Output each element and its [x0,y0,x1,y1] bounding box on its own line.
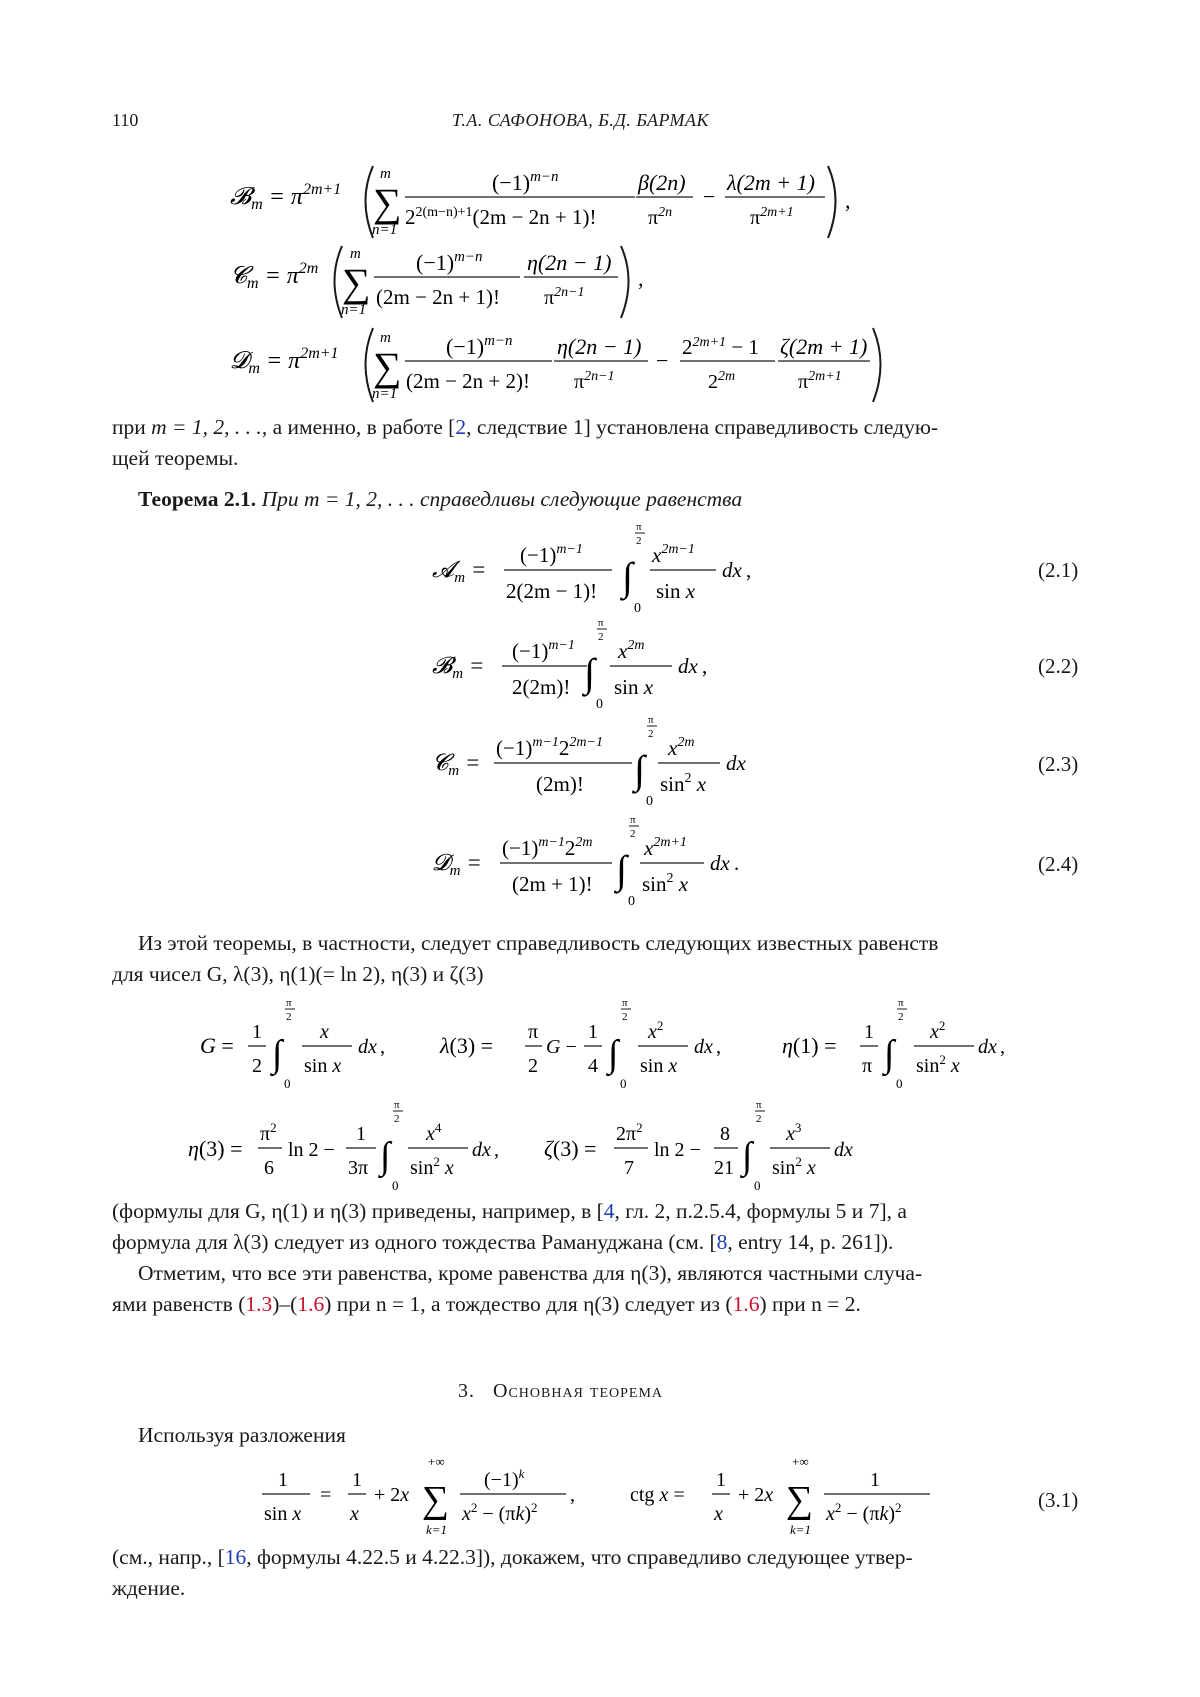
section-number: 3. [458,1380,475,1402]
equation-number-2-4: (2.4) [1038,852,1079,876]
citation-link[interactable]: 16 [224,1545,247,1569]
svg-text:8: 8 [720,1123,730,1145]
theorem-2-1 [138,484,1088,515]
formula-B-lhs: 𝓑$_m$ = $\pi^{2m+1}$ [230,181,342,213]
svg-text:∑: ∑ [373,344,402,389]
svg-text:3π: 3π [348,1157,369,1179]
svg-text:𝓐m =: 𝓐$_m$ = [432,557,487,586]
theorem-title: Теорема 2.1. [138,487,257,511]
formula-block-bcd [230,158,990,403]
svg-text:x2 − (πk)2: $x^2 - (\pi k)^2$ [462,1500,538,1525]
equation-number-2-1: (2.1) [1038,558,1079,582]
svg-text:x3: $x^3$ [786,1120,802,1145]
svg-text:2(2m − 1)!: 2(2m − 1)! [506,579,598,603]
para4-text-d: ) при n = 1, а тождество для η(3) следует из ( [324,1292,733,1316]
svg-text:0: 0 [628,894,635,909]
svg-text:dx: dx [834,1139,853,1161]
svg-text:7: 7 [624,1157,634,1179]
para1-text-a: при [112,415,152,439]
svg-text:∫: ∫ [272,1033,283,1075]
citation-link[interactable]: 4 [603,1199,615,1223]
svg-text:x2m−1: $x^{2m-1}$ [652,542,695,567]
svg-text:sin2 x: $\sin^2 x$ [410,1154,454,1179]
svg-text:ln 2 −: ln 2 − [654,1139,701,1161]
equation-3-1 [260,1456,960,1546]
svg-text:2: 2 [630,828,636,840]
equation-ref-link[interactable]: 1.6 [732,1292,760,1316]
equation-number-2-2: (2.2) [1038,654,1079,678]
svg-text:2: 2 [528,1055,538,1077]
svg-text:∑: ∑ [373,180,402,225]
svg-text:sin2 x: $\sin^2 x$ [772,1154,816,1179]
equation-ref-link[interactable]: 1.3 [245,1292,273,1316]
svg-text:+ 2x: + 2x [738,1484,774,1506]
svg-text:6: 6 [264,1157,274,1179]
svg-text:x2m: $x^{2m}$ [618,638,645,663]
svg-text:2: 2 [756,1113,762,1125]
svg-text:dx: dx [358,1036,377,1058]
svg-text:π: π [286,997,292,1009]
svg-text:∫: ∫ [380,1135,391,1177]
svg-text:x2m: $x^{2m}$ [668,735,695,760]
svg-text:,: , [570,1484,575,1506]
svg-text:,: , [380,1036,385,1058]
para1-text-d: щей теоремы. [112,446,239,470]
svg-text:2: 2 [648,728,654,740]
svg-text:(2m − 2n + 1)!: (2m − 2n + 1)! [376,285,501,309]
para6-text-c: ждение. [112,1576,186,1600]
svg-text:x: x [714,1503,723,1525]
svg-text:π: π [898,997,904,1009]
svg-text:(−1)m−122m: $(-1)^{m-1}2^{2m}$ [502,835,593,860]
svg-text:0: 0 [620,1076,627,1091]
svg-text:1: 1 [870,1469,880,1491]
svg-text:1: 1 [716,1469,726,1491]
svg-text:m: m [380,330,391,346]
svg-text:+∞: +∞ [792,1454,809,1469]
svg-text:∫: ∫ [884,1033,895,1075]
svg-text:,: , [716,1036,721,1058]
svg-text:𝓒m =: 𝓒$_m$ = [432,750,481,779]
svg-text:n=1: n=1 [372,222,398,238]
svg-text:π: π [622,997,628,1009]
svg-text:G −: G − [546,1036,577,1058]
svg-text:0: 0 [646,794,653,809]
para1-text-b: , а именно, в работе [ [261,415,456,439]
formula-lambda3 [439,997,721,1091]
svg-text:x2m+1: $x^{2m+1}$ [644,835,687,860]
svg-text:ln 2 −: ln 2 − [288,1139,335,1161]
svg-text:22(m−n)+1(2m − 2n + 1)!: $2^{2(m-n)+1}(2m - 2n + 1)$! [405,205,597,229]
para2-line2: для чисел G, λ(3), η(1)(= ln 2), η(3) и ζ(3) [112,962,484,986]
svg-text:∑: ∑ [786,1479,814,1521]
svg-text:𝓓m =: 𝓓$_m$ = [432,850,482,879]
svg-text:0: 0 [754,1178,761,1193]
svg-text:2: 2 [252,1055,262,1077]
para1-text-c: , следствие 1] установлена справедливость следую- [466,415,939,439]
para3-text-c: формула для λ(3) следует из одного тождества Рамануджана (см. [ [112,1230,717,1254]
svg-text:2: 2 [286,1011,292,1023]
svg-text:η(2n − 1): η(2n − 1) [557,334,642,359]
page-number: 110 [112,110,139,130]
svg-text:x2 − (πk)2: $x^2 - (\pi k)^2$ [826,1500,902,1525]
svg-text:η(1) =: η(1) = [782,1033,837,1058]
theorem-equations [432,520,792,940]
para6-text-b: , формулы 4.22.5 и 4.22.3]), докажем, что справедливо следующее утвер- [246,1545,913,1569]
svg-text:2: 2 [598,631,604,643]
svg-text:(2m + 1)!: (2m + 1)! [512,872,593,896]
svg-text:π: π [636,521,642,533]
section-heading [458,1380,663,1403]
para3-text-b: , гл. 2, п.2.5.4, формулы 5 и 7], а [614,1199,907,1223]
svg-text:∫: ∫ [742,1135,753,1177]
svg-text:k=1: k=1 [426,1522,448,1537]
svg-text:π: π [394,1099,400,1111]
svg-text:2: 2 [636,535,642,547]
svg-text:sin2 x: $\sin^2 x$ [642,871,689,896]
equation-number-2-3: (2.3) [1038,752,1079,776]
svg-text:,: , [638,266,644,291]
para4-text-c: )–( [272,1292,298,1316]
paragraph-4 [112,1258,1088,1320]
svg-text:m: m [350,246,361,262]
svg-text:∑: ∑ [342,260,371,305]
paragraph-6 [112,1542,1088,1604]
svg-text:π2m+1: $\pi^{2m+1}$ [750,205,794,229]
svg-text:λ(3) =: λ(3) = [440,1033,494,1058]
svg-text:0: 0 [634,601,641,616]
formula-C-lhs: 𝓒$_m$ = $\pi^{2m}$ [230,260,319,292]
para3-text-d: , entry 14, p. 261]). [727,1230,894,1254]
equation-number-3-1: (3.1) [1038,1488,1079,1512]
svg-text:G =: G = [200,1033,234,1058]
svg-text:+ 2x: + 2x [374,1484,410,1506]
svg-text:0: 0 [896,1076,903,1091]
svg-text:m: m [380,166,391,182]
svg-text:∫: ∫ [584,650,595,695]
svg-text:π: π [528,1021,539,1043]
citation-link[interactable]: 2 [455,415,467,439]
svg-text:sin x: sin x [264,1503,302,1525]
svg-text:dx: dx [678,654,698,678]
paragraph-2 [112,928,1088,990]
svg-text:∫: ∫ [616,847,627,892]
para3-text-a: (формулы для G, η(1) и η(3) приведены, например, в [ [112,1199,604,1223]
formula-G [200,997,385,1091]
svg-text:sin2 x: $\sin^2 x$ [660,771,707,796]
svg-text:,: , [845,188,851,213]
svg-text:22m: $2^{2m}$ [708,369,736,393]
svg-text:π2n: $\pi^{2n}$ [648,205,673,229]
svg-text:x2: $x^2$ [648,1018,664,1043]
svg-text:β(2n): β(2n) [638,170,686,195]
svg-text:(−1)m−122m−1: $(-1)^{m-1}2^{2m-1}$ [496,735,603,760]
svg-text:=: = [320,1484,332,1506]
svg-text:𝓑m =: 𝓑$_m$ = [432,653,485,682]
svg-text:(−1)m−n: $(-1)^{m-n}$ [492,169,559,195]
svg-text:0: 0 [392,1178,399,1193]
svg-text:∫: ∫ [634,747,645,792]
svg-text:.: . [734,851,740,875]
theorem-math: m = 1, 2, . . . [303,487,415,511]
svg-text:1: 1 [356,1123,366,1145]
theorem-text-a: При [261,487,304,511]
svg-text:ζ(3) =: ζ(3) = [544,1136,597,1161]
formula-D-lhs: 𝓓$_m$ = $\pi^{2m+1}$ [230,345,339,377]
svg-text:x: x [320,1021,329,1043]
svg-text:dx: dx [694,1036,713,1058]
paragraph-1 [112,412,1088,474]
svg-text:k=1: k=1 [790,1522,812,1537]
svg-text:λ(2m + 1): λ(2m + 1) [727,170,815,195]
svg-text:2(2m)!: 2(2m)! [512,675,571,699]
svg-text:(−1)m−1: $(-1)^{m-1}$ [520,542,583,567]
svg-text:sin x: sin x [640,1055,678,1077]
svg-text:+∞: +∞ [428,1454,445,1469]
svg-text:4: 4 [588,1055,598,1077]
svg-text:(−1)m−1: $(-1)^{m-1}$ [512,638,575,663]
svg-text:ζ(2m + 1): ζ(2m + 1) [780,334,868,359]
svg-text:−: − [703,184,716,209]
svg-text:∫: ∫ [622,554,633,599]
svg-text:1: 1 [252,1021,262,1043]
svg-text:dx: dx [722,558,742,582]
svg-text:dx: dx [710,851,730,875]
svg-text:π2n−1: $\pi^{2n-1}$ [574,369,615,393]
svg-text:2π2: $2\pi^2$ [616,1120,643,1145]
para4-text-b: ями равенств ( [112,1292,246,1316]
svg-text:dx: dx [726,751,746,775]
svg-text:0: 0 [284,1076,291,1091]
svg-text:0: 0 [596,697,603,712]
para1-math: m = 1, 2, . . . [151,415,262,439]
svg-text:π2m+1: $\pi^{2m+1}$ [798,369,842,393]
constants-formulas [188,997,1020,1198]
svg-text:sin2 x: $\sin^2 x$ [916,1052,960,1077]
para6-text-a: (см., напр., [ [112,1545,225,1569]
svg-text:(2m)!: (2m)! [536,772,584,796]
svg-text:(−1)m−n: $(-1)^{m-n}$ [446,333,513,359]
formula-eta1 [782,997,1005,1091]
svg-text:sin x: sin x [304,1055,342,1077]
svg-text:π: π [756,1099,762,1111]
svg-text:π: π [862,1055,873,1077]
para4-text-e: ) при n = 2. [759,1292,861,1316]
svg-text:η(2n − 1): η(2n − 1) [527,250,612,275]
svg-text:x4: $x^4$ [426,1120,442,1145]
svg-text:(−1)m−n: $(-1)^{m-n}$ [416,249,483,275]
para4-text-a: Отметим, что все эти равенства, кроме равенства для η(3), являются частными случа- [138,1261,923,1285]
svg-text:π: π [648,714,654,726]
svg-text:1: 1 [588,1021,598,1043]
svg-text:1: 1 [278,1469,288,1491]
equation-2-3 [432,714,747,809]
svg-text:x: x [350,1503,359,1525]
svg-text:2: 2 [898,1011,904,1023]
svg-text:21: 21 [714,1157,734,1179]
svg-text:,: , [1000,1036,1005,1058]
svg-text:dx: dx [472,1139,491,1161]
svg-text:dx: dx [978,1036,997,1058]
svg-text:,: , [494,1139,499,1161]
theorem-text-b: справедливы следующие равенства [414,487,743,511]
svg-text:22m+1 − 1: $2^{2m+1} - 1$ [682,335,759,359]
svg-text:,: , [702,654,708,678]
svg-text:(2m − 2n + 2)!: (2m − 2n + 2)! [406,369,531,393]
svg-text:(−1)k: $(-1)^k$ [484,1466,525,1491]
paragraph-5: Используя разложения [138,1423,346,1447]
svg-text:sin x: sin x [614,675,654,699]
svg-text:π: π [598,617,604,629]
svg-text:2: 2 [622,1011,628,1023]
svg-text:,: , [746,558,752,582]
formula-eta3 [188,1099,499,1193]
svg-text:x2: $x^2$ [930,1018,946,1043]
section-title: Основная теорема [493,1380,664,1402]
para2-line1: Из этой теоремы, в частности, следует справедливость следующих известных равенств [138,931,939,955]
equation-2-2 [432,617,707,712]
svg-text:n=1: n=1 [372,386,398,402]
running-head: Т.А. САФОНОВА, Б.Д. БАРМАК [452,110,709,130]
equation-ref-link[interactable]: 1.6 [297,1292,325,1316]
equation-2-4 [432,814,739,909]
formula-zeta3 [544,1099,853,1193]
svg-text:∑: ∑ [422,1479,450,1521]
svg-text:−: − [656,348,669,373]
svg-text:η(3) =: η(3) = [188,1136,243,1161]
paragraph-3 [112,1196,1088,1258]
svg-text:∫: ∫ [608,1033,619,1075]
svg-text:sin x: sin x [656,579,696,603]
svg-text:π2: $\pi^2$ [260,1120,277,1145]
svg-text:π2n−1: $\pi^{2n-1}$ [544,285,585,309]
citation-link[interactable]: 8 [716,1230,728,1254]
svg-text:ctg x =: ctg x = [630,1484,685,1506]
svg-text:1: 1 [352,1469,362,1491]
svg-text:n=1: n=1 [341,302,367,318]
svg-text:2: 2 [394,1113,400,1125]
svg-text:π: π [630,814,636,826]
svg-text:1: 1 [864,1021,874,1043]
equation-2-1 [432,521,751,616]
